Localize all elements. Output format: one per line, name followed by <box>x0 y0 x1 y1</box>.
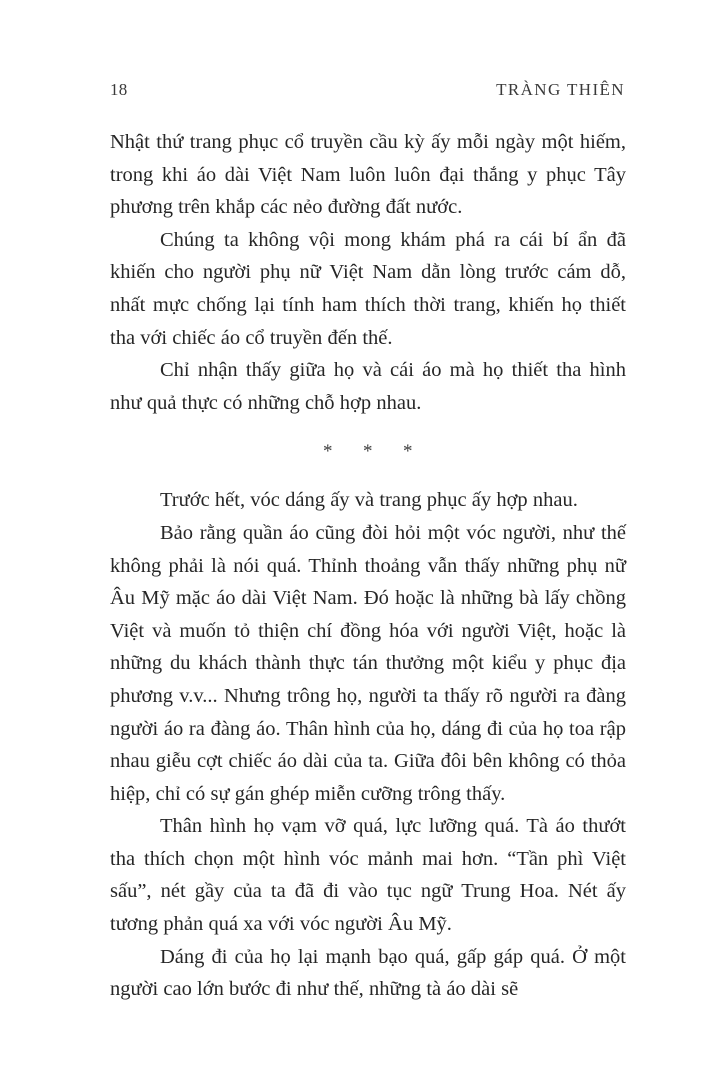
page-number: 18 <box>110 80 128 99</box>
paragraph: Chỉ nhận thấy giữa họ và cái áo mà họ thiết tha hình như quả thực có những chỗ hợp nhau. <box>110 359 626 414</box>
asterisk-icon: * <box>363 441 373 463</box>
body-text <box>110 126 626 1006</box>
section-break <box>110 419 626 484</box>
asterisk-icon: * <box>323 441 333 463</box>
paragraph: Dáng đi của họ lại mạnh bạo quá, gấp gáp quá. Ở một người cao lớn bước đi như thế, những tà áo dài sẽ <box>110 945 626 1001</box>
paragraph: Chúng ta không vội mong khám phá ra cái bí ẩn đã khiến cho người phụ nữ Việt Nam dằn lòng trước cám dỗ, nhất mực chống lại tính ham thích thời trang, khiến họ thiết tha với chiếc áo cổ truyền đến thế. <box>110 228 626 349</box>
asterisk-group <box>323 442 413 461</box>
book-title: TRÀNG THIÊN <box>496 80 625 99</box>
asterisk-icon: * <box>403 441 413 463</box>
running-header <box>110 80 625 106</box>
paragraph: Trước hết, vóc dáng ấy và trang phục ấy hợp nhau. <box>160 489 578 512</box>
paragraph: Bảo rằng quần áo cũng đòi hỏi một vóc người, như thế không phải là nói quá. Thỉnh thoảng vẫn thấy những phụ nữ Âu Mỹ mặc áo dài Việt Nam. Đó hoặc là những bà lấy chồng Việt và muốn tỏ thiện chí đồng hóa với người Việt, hoặc là những du khách thành thực tán thưởng một kiểu y phục địa phương v.v... Nhưng trông họ, người ta thấy rõ người ra đàng người áo ra đàng áo. Thân hình của họ, dáng đi của họ toa rập nhau giễu cợt chiếc áo dài của ta. Giữa đôi bên không có thỏa hiệp, chỉ có sự gán ghép miễn cưỡng trông thấy. <box>110 521 626 805</box>
paragraph: Thân hình họ vạm vỡ quá, lực lưỡng quá. Tà áo thướt tha thích chọn một hình vóc mảnh mai hơn. “Tần phì Việt sấu”, nét gầy của ta đã đi vào tục ngữ Trung Hoa. Nét ấy tương phản quá xa với vóc người Âu Mỹ. <box>110 815 626 936</box>
paragraph: Nhật thứ trang phục cổ truyền cầu kỳ ấy mỗi ngày một hiếm, trong khi áo dài Việt Nam luôn luôn đại thắng y phục Tây phương trên khắp các nẻo đường đất nước. <box>110 131 626 219</box>
